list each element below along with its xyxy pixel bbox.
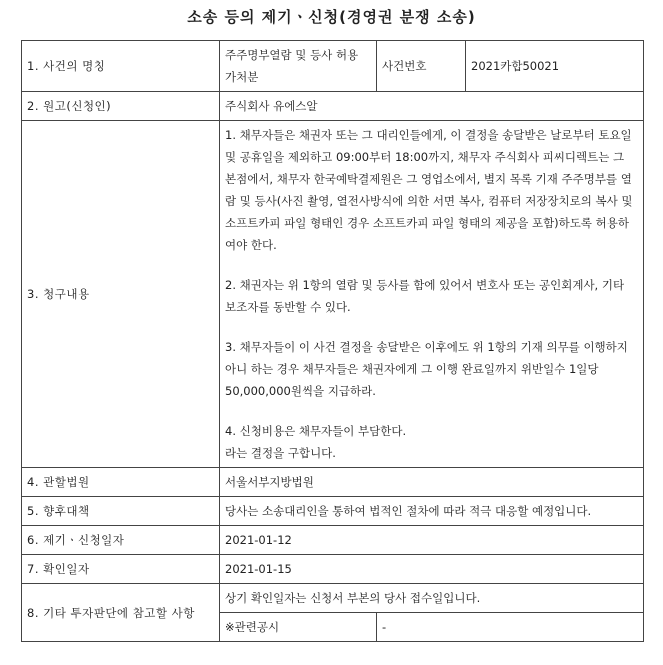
plaintiff-value: 주식회사 유에스알 [220,92,644,121]
plan-label: 5. 향후대책 [22,497,220,526]
document-title: 소송 등의 제기ㆍ신청(경영권 분쟁 소송) [187,8,476,26]
row-other [22,584,644,613]
row-court [22,468,644,497]
row-claim [22,121,644,468]
row-plan [22,497,644,526]
case-number-label: 사건번호 [377,41,466,92]
disclosure-table [21,40,644,642]
other-value: 상기 확인일자는 신청서 부본의 당사 접수일입니다. [220,584,644,613]
court-label: 4. 관할법원 [22,468,220,497]
confirm-date-label: 7. 확인일자 [22,555,220,584]
filing-date-value: 2021-01-12 [220,526,644,555]
case-number-value: 2021카합50021 [466,41,644,92]
related-disclosure-value: - [377,613,644,642]
claim-label: 3. 청구내용 [22,121,220,468]
related-disclosure-label: ※관련공시 [220,613,377,642]
case-name-value: 주주명부열람 및 등사 허용 가처분 [220,41,377,92]
plan-value: 당사는 소송대리인을 통하여 법적인 절차에 따라 적극 대응할 예정입니다. [220,497,644,526]
claim-content [220,121,644,468]
court-value: 서울서부지방법원 [220,468,644,497]
filing-date-label: 6. 제기ㆍ신청일자 [22,526,220,555]
claim-paragraph-1: 1. 채무자들은 채권자 또는 그 대리인들에게, 이 결정을 송달받은 날로부터 토요일 및 공휴일을 제외하고 09:00부터 18:00까지, 채무자 주식회사 피씨디렉트는 그 본점에서, 채무자 한국예탁결제원은 그 영업소에서, 별지 목록 기재 주주명부를 열람 및 등사(사진 촬영, 열전사방식에 의한 서면 복사, 컴퓨터 저장장치로의 복사 및 소프트카피 파일 형태인 경우 소프트카피 파일 형태의 제공을 포함)하도록 허용하여야 한다. [225,128,637,252]
claim-paragraph-2: 2. 채권자는 위 1항의 열람 및 등사를 함에 있어서 변호사 또는 공인회계사, 기타 보조자를 동반할 수 있다. [225,278,628,314]
row-confirm-date [22,555,644,584]
row-case-name [22,41,644,92]
plaintiff-label: 2. 원고(신청인) [22,92,220,121]
case-name-label: 1. 사건의 명칭 [22,41,220,92]
other-label: 8. 기타 투자판단에 참고할 사항 [22,584,220,642]
row-filing-date [22,526,644,555]
claim-paragraph-3: 3. 채무자들이 이 사건 결정을 송달받은 이후에도 위 1항의 기재 의무를 이행하지 아니 하는 경우 채무자들은 채권자에게 그 이행 완료일까지 위반일수 1일당 50,000,000원씩을 지급하라. [225,340,632,398]
row-plaintiff [22,92,644,121]
confirm-date-value: 2021-01-15 [220,555,644,584]
claim-paragraph-4: 4. 신청비용은 채무자들이 부담한다. 라는 결정을 구합니다. [225,424,407,460]
